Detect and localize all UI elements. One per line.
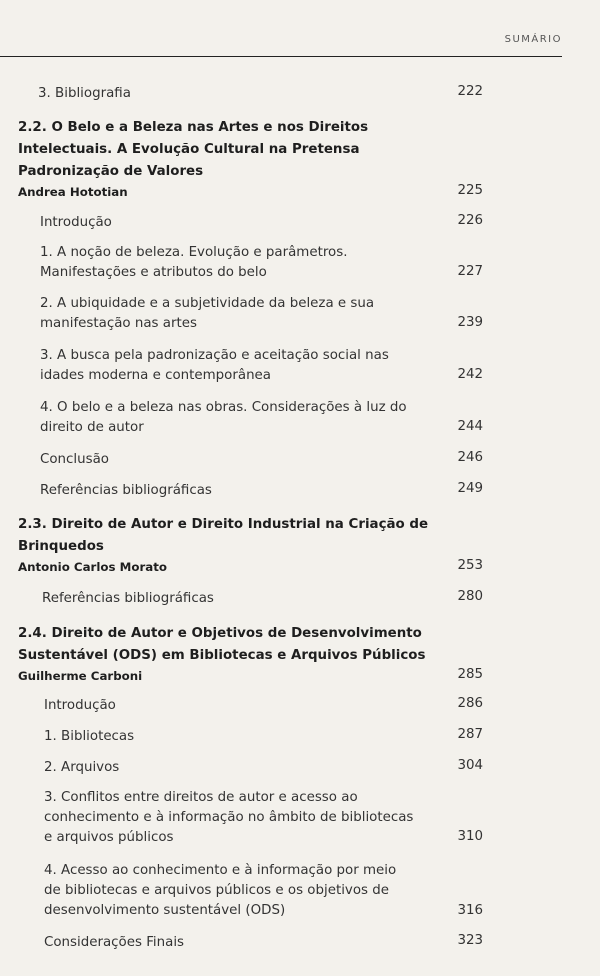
- header-rule: [0, 56, 562, 57]
- section-title-line: Brinquedos: [18, 539, 104, 554]
- toc-entry-line: 1. Bibliotecas: [44, 729, 135, 744]
- page-number: 222: [457, 84, 483, 99]
- section-title[interactable]: [18, 514, 428, 558]
- page-number: 304: [457, 758, 483, 773]
- page-number: 286: [457, 696, 483, 711]
- page-number: 249: [457, 481, 483, 496]
- page-number: 316: [457, 903, 483, 918]
- section-title-line: Padronização de Valores: [18, 164, 204, 179]
- page-number: 239: [457, 315, 483, 330]
- section-author: Guilherme Carboni: [18, 669, 143, 683]
- page-number: 246: [457, 450, 483, 465]
- toc-entry-line: 4. Acesso ao conhecimento e à informação por meio: [44, 863, 397, 878]
- toc-entry-line: direito de autor: [40, 420, 144, 435]
- page-number: 225: [457, 183, 483, 198]
- page-number: 310: [457, 829, 483, 844]
- toc-entry[interactable]: [44, 933, 184, 953]
- section-title-line: Sustentável (ODS) em Bibliotecas e Arquivos Públicos: [18, 648, 426, 663]
- toc-entry-line: desenvolvimento sustentável (ODS): [44, 903, 286, 918]
- toc-entry-line: 2. A ubiquidade e a subjetividade da beleza e sua: [40, 296, 375, 311]
- toc-entry[interactable]: [44, 861, 396, 921]
- toc-entry[interactable]: [40, 213, 112, 233]
- toc-entry[interactable]: [44, 696, 116, 716]
- toc-entry[interactable]: [44, 758, 119, 778]
- toc-entry[interactable]: [40, 243, 347, 283]
- toc-entry[interactable]: [40, 398, 407, 438]
- toc-entry-line: conhecimento e à informação no âmbito de bibliotecas: [44, 810, 414, 825]
- toc-entry[interactable]: [40, 346, 389, 386]
- toc-entry[interactable]: [38, 84, 131, 104]
- page-number: 280: [457, 589, 483, 604]
- toc-entry-line: Conclusão: [40, 452, 109, 467]
- toc-entry-line: Referências bibliográficas: [42, 591, 214, 606]
- section-title[interactable]: [18, 623, 425, 667]
- toc-entry-line: 2. Arquivos: [44, 760, 120, 775]
- toc-entry[interactable]: [40, 481, 212, 501]
- toc-entry-line: 1. A noção de beleza. Evolução e parâmetros.: [40, 245, 348, 260]
- toc-entry-line: Introdução: [44, 698, 116, 713]
- toc-entry-line: 4. O belo e a beleza nas obras. Considerações à luz do: [40, 400, 407, 415]
- section-title-line: 2.2. O Belo e a Beleza nas Artes e nos Direitos: [18, 120, 369, 135]
- toc-entry-line: Manifestações e atributos do belo: [40, 265, 267, 280]
- toc-entry-line: Introdução: [40, 215, 112, 230]
- toc-entry[interactable]: [42, 589, 214, 609]
- toc-entry-line: 3. A busca pela padronização e aceitação social nas: [40, 348, 389, 363]
- toc-entry-line: de bibliotecas e arquivos públicos e os objetivos de: [44, 883, 390, 898]
- toc-entry[interactable]: [40, 294, 374, 334]
- toc-entry-line: 3. Bibliografia: [38, 86, 131, 101]
- toc-entry-line: manifestação nas artes: [40, 316, 197, 331]
- section-title[interactable]: [18, 117, 368, 183]
- toc-entry[interactable]: [44, 727, 134, 747]
- toc-entry-line: idades moderna e contemporânea: [40, 368, 271, 383]
- section-author: Antonio Carlos Morato: [18, 560, 168, 574]
- toc-entry-line: e arquivos públicos: [44, 830, 174, 845]
- page-number: 323: [457, 933, 483, 948]
- running-head: SUMÁRIO: [504, 34, 562, 45]
- section-title-line: Intelectuais. A Evolução Cultural na Pretensa: [18, 142, 360, 157]
- section-title-line: 2.4. Direito de Autor e Objetivos de Desenvolvimento: [18, 626, 422, 641]
- section-author: Andrea Hototian: [18, 185, 128, 199]
- page-number: 285: [457, 667, 483, 682]
- section-title-line: 2.3. Direito de Autor e Direito Industrial na Criação de: [18, 517, 429, 532]
- page-number: 287: [457, 727, 483, 742]
- toc-entry-line: 3. Conflitos entre direitos de autor e acesso ao: [44, 790, 358, 805]
- toc-entry-line: Referências bibliográficas: [40, 483, 212, 498]
- toc-entry[interactable]: [44, 788, 413, 848]
- page-number: 226: [457, 213, 483, 228]
- page-number: 244: [457, 419, 483, 434]
- page-number: 227: [457, 264, 483, 279]
- page-number: 242: [457, 367, 483, 382]
- toc-entry[interactable]: [40, 450, 109, 470]
- toc-entry-line: Considerações Finais: [44, 935, 185, 950]
- page-number: 253: [457, 558, 483, 573]
